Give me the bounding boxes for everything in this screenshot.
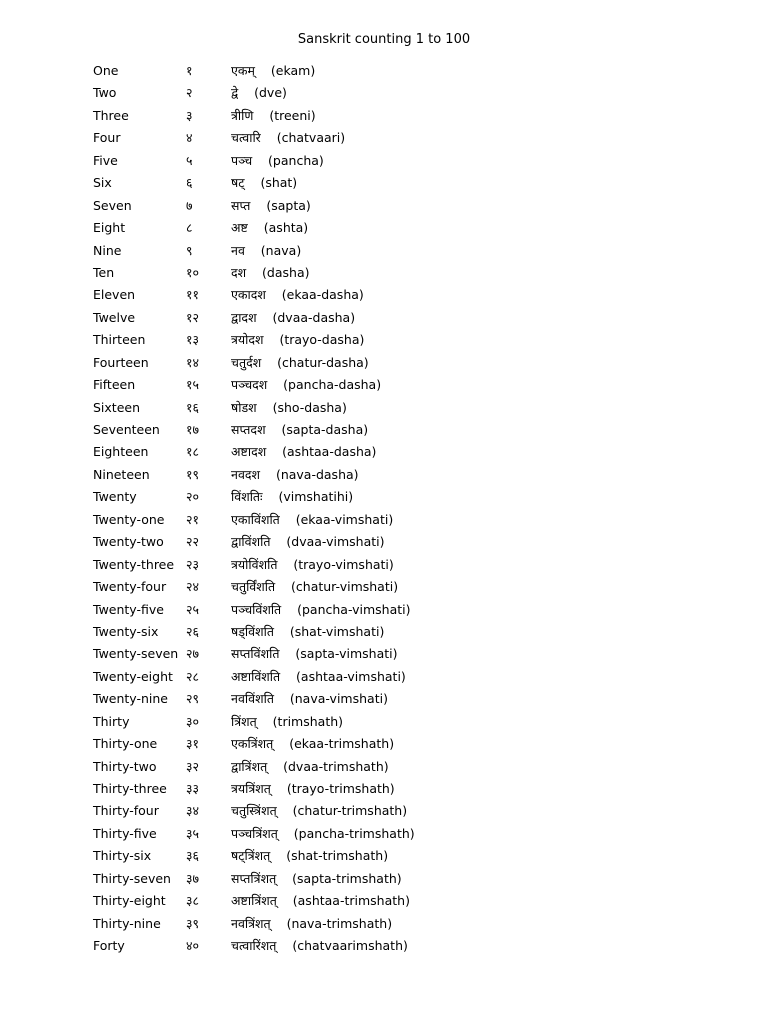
devanagari-numeral: १६ [186, 399, 200, 415]
sanskrit-word: दश [231, 264, 247, 280]
sanskrit-word: चतुर्दश [231, 354, 262, 370]
sanskrit-word: द्वात्रिंशत् [231, 758, 268, 774]
english-word: Thirty-nine [93, 915, 161, 931]
english-word: Thirty-six [93, 848, 152, 864]
english-word: Thirty-one [93, 736, 158, 752]
transliteration: (chatvaari) [276, 130, 346, 146]
number-row [0, 667, 768, 689]
number-row [0, 151, 768, 173]
english-word: Twenty [93, 489, 137, 505]
sanskrit-word: अष्टात्रिंशत् [231, 893, 277, 909]
number-row [0, 801, 768, 823]
devanagari-numeral: ८ [186, 220, 193, 236]
sanskrit-entry [231, 712, 343, 732]
sanskrit-entry [231, 869, 402, 889]
sanskrit-word: त्रयोदश [231, 332, 264, 348]
devanagari-numeral: २८ [186, 668, 200, 684]
sanskrit-word: पञ्चविंशति [231, 601, 282, 617]
devanagari-numeral: २ [186, 85, 193, 101]
sanskrit-entry [231, 555, 394, 575]
devanagari-numeral: ५ [186, 152, 193, 168]
number-row [0, 241, 768, 263]
sanskrit-entry [231, 263, 310, 283]
number-row [0, 375, 768, 397]
sanskrit-entry [231, 824, 415, 844]
english-word: Three [93, 107, 129, 123]
page-title: Sanskrit counting 1 to 100 [297, 32, 471, 47]
number-row [0, 285, 768, 307]
transliteration: (nava-trimshath) [286, 915, 393, 931]
transliteration: (ashtaa-trimshath) [292, 893, 410, 909]
transliteration: (nava) [260, 242, 302, 258]
sanskrit-word: एकादश [231, 287, 266, 303]
number-row [0, 936, 768, 958]
number-row [0, 914, 768, 936]
transliteration: (shat-trimshath) [286, 848, 389, 864]
sanskrit-word: त्रयत्रिंशत् [231, 781, 271, 796]
devanagari-numeral: ३९ [186, 915, 200, 931]
sanskrit-entry [231, 83, 287, 103]
sanskrit-entry [231, 398, 347, 418]
devanagari-numeral: १२ [186, 309, 200, 325]
transliteration: (ekaa-dasha) [281, 287, 364, 303]
english-word: Twenty-seven [93, 646, 179, 662]
number-row [0, 891, 768, 913]
devanagari-numeral: ३१ [186, 736, 200, 752]
sanskrit-entry [231, 757, 389, 777]
devanagari-numeral: २१ [186, 511, 200, 527]
transliteration: (pancha-dasha) [283, 377, 382, 393]
devanagari-numeral: ३० [186, 713, 200, 729]
sanskrit-entry [231, 106, 316, 126]
number-row [0, 487, 768, 509]
devanagari-numeral: ९ [186, 242, 193, 258]
devanagari-numeral: ३८ [186, 893, 200, 909]
number-row [0, 824, 768, 846]
sanskrit-entry [231, 128, 345, 148]
devanagari-numeral: ३५ [186, 825, 200, 841]
english-word: Twenty-one [93, 511, 165, 527]
english-word: Fifteen [93, 377, 136, 393]
english-word: Twelve [93, 309, 136, 325]
transliteration: (ashta) [263, 220, 309, 236]
english-word: Thirty-seven [93, 870, 171, 886]
devanagari-numeral: २४ [186, 579, 200, 595]
transliteration: (dasha) [262, 264, 310, 280]
transliteration: (ashtaa-dasha) [282, 444, 377, 460]
english-word: Twenty-five [93, 601, 164, 617]
sanskrit-word: एकम् [231, 63, 255, 78]
english-word: One [93, 63, 119, 78]
sanskrit-word: एकत्रिंशत् [231, 736, 274, 752]
transliteration: (sapta) [266, 197, 311, 213]
devanagari-numeral: ६ [186, 175, 193, 191]
english-word: Six [93, 175, 112, 191]
devanagari-numeral: १५ [186, 377, 200, 393]
number-row [0, 173, 768, 195]
sanskrit-word: षट् [231, 175, 245, 191]
english-word: Nineteen [93, 466, 150, 482]
devanagari-numeral: ३६ [186, 848, 200, 864]
sanskrit-word: नव [231, 242, 245, 258]
number-row [0, 83, 768, 105]
number-row [0, 465, 768, 487]
sanskrit-entry [231, 218, 308, 238]
transliteration: (sho-dasha) [272, 399, 347, 415]
devanagari-numeral: २६ [186, 623, 200, 639]
sanskrit-word: पञ्चदश [231, 377, 268, 393]
english-word: Twenty-six [93, 623, 159, 639]
sanskrit-entry [231, 846, 388, 866]
sanskrit-word: अष्ट [231, 220, 248, 236]
transliteration: (shat-vimshati) [289, 623, 385, 639]
english-word: Thirty-two [93, 758, 157, 774]
number-row [0, 600, 768, 622]
transliteration: (chatur-dasha) [277, 354, 369, 370]
english-word: Thirty [93, 713, 130, 729]
sanskrit-entry [231, 151, 324, 171]
sanskrit-entry [231, 667, 406, 687]
english-word: Nine [93, 242, 122, 258]
devanagari-numeral: २३ [186, 556, 200, 572]
transliteration: (treeni) [269, 107, 316, 123]
transliteration: (nava-vimshati) [289, 691, 388, 707]
sanskrit-word: विंशतिः [231, 489, 263, 505]
devanagari-numeral: १ [186, 63, 193, 78]
sanskrit-entry [231, 532, 385, 552]
sanskrit-word: त्रिंशत् [231, 713, 257, 729]
devanagari-numeral: २५ [186, 601, 200, 617]
sanskrit-word: पञ्चत्रिंशत् [231, 825, 278, 841]
sanskrit-word: त्रयोविंशति [231, 556, 278, 572]
number-row [0, 622, 768, 644]
sanskrit-entry [231, 622, 384, 642]
number-row [0, 577, 768, 599]
english-word: Twenty-two [93, 534, 164, 550]
english-word: Four [93, 130, 121, 146]
english-word: Five [93, 152, 118, 168]
transliteration: (pancha-trimshath) [293, 825, 415, 841]
transliteration: (trimshath) [272, 713, 344, 729]
english-word: Two [93, 85, 117, 101]
number-row [0, 196, 768, 218]
transliteration: (trayo-dasha) [279, 332, 365, 348]
transliteration: (pancha-vimshati) [297, 601, 411, 617]
transliteration: (chatur-vimshati) [291, 579, 399, 595]
sanskrit-word: चतुस्त्रिंशत् [231, 803, 277, 819]
sanskrit-word: द्वाविंशति [231, 534, 271, 550]
devanagari-numeral: १७ [186, 422, 200, 437]
english-word: Thirty-three [93, 781, 167, 796]
number-row [0, 689, 768, 711]
english-word: Seven [93, 197, 132, 213]
number-row [0, 420, 768, 442]
transliteration: (ekaa-vimshati) [295, 511, 394, 527]
devanagari-numeral: ४० [186, 938, 200, 954]
english-word: Thirty-five [93, 825, 157, 841]
transliteration: (sapta-trimshath) [292, 870, 402, 886]
english-word: Eighteen [93, 444, 149, 460]
english-word: Seventeen [93, 422, 160, 437]
transliteration: (dvaa-vimshati) [286, 534, 385, 550]
devanagari-numeral: १९ [186, 466, 200, 482]
english-word: Twenty-nine [93, 691, 168, 707]
sanskrit-word: षट्त्रिंशत् [231, 848, 271, 864]
sanskrit-entry [231, 891, 410, 911]
sanskrit-entry [231, 308, 355, 328]
number-row [0, 757, 768, 779]
devanagari-numeral: २९ [186, 691, 200, 707]
devanagari-numeral: ३४ [186, 803, 200, 819]
number-row [0, 106, 768, 128]
devanagari-numeral: २२ [186, 534, 200, 550]
sanskrit-word: पञ्च [231, 152, 253, 168]
devanagari-numeral: ११ [186, 287, 200, 303]
sanskrit-entry [231, 801, 407, 821]
sanskrit-entry [231, 61, 315, 81]
sanskrit-entry [231, 285, 364, 305]
english-word: Twenty-three [93, 556, 175, 572]
english-word: Twenty-four [93, 579, 167, 595]
english-word: Thirteen [93, 332, 146, 348]
devanagari-numeral: ३३ [186, 781, 200, 796]
number-row [0, 532, 768, 554]
sanskrit-word: चत्वारि [231, 130, 261, 146]
transliteration: (dvaa-trimshath) [283, 758, 389, 774]
english-word: Ten [93, 264, 115, 280]
number-row [0, 779, 768, 801]
sanskrit-word: नवदश [231, 466, 261, 482]
sanskrit-entry [231, 353, 369, 373]
sanskrit-entry [231, 914, 392, 934]
number-row [0, 442, 768, 464]
sanskrit-entry [231, 465, 359, 485]
sanskrit-entry [231, 442, 376, 462]
devanagari-numeral: ४ [186, 130, 193, 146]
sanskrit-entry [231, 487, 353, 507]
number-list [0, 61, 768, 959]
devanagari-numeral: १८ [186, 444, 200, 460]
number-row [0, 263, 768, 285]
sanskrit-entry [231, 600, 411, 620]
sanskrit-entry [231, 375, 381, 395]
transliteration: (dve) [254, 85, 287, 101]
number-row [0, 734, 768, 756]
transliteration: (trayo-vimshati) [293, 556, 394, 572]
transliteration: (vimshatihi) [278, 489, 354, 505]
transliteration: (shat) [260, 175, 298, 191]
devanagari-numeral: ३२ [186, 758, 200, 774]
sanskrit-entry [231, 644, 398, 664]
sanskrit-entry [231, 510, 393, 530]
sanskrit-entry [231, 779, 395, 799]
transliteration: (trayo-trimshath) [286, 781, 395, 796]
english-word: Eleven [93, 287, 136, 303]
sanskrit-word: अष्टादश [231, 444, 267, 460]
number-row [0, 398, 768, 420]
sanskrit-word: सप्तदश [231, 422, 266, 437]
english-word: Eight [93, 220, 126, 236]
sanskrit-word: सप्तत्रिंशत् [231, 870, 277, 886]
transliteration: (ashtaa-vimshati) [296, 668, 406, 684]
transliteration: (chatvaarimshath) [292, 938, 408, 954]
sanskrit-entry [231, 196, 311, 216]
sanskrit-word: चत्वारिंशत् [231, 938, 277, 954]
devanagari-numeral: ३ [186, 107, 193, 123]
devanagari-numeral: ३७ [186, 870, 200, 886]
number-row [0, 712, 768, 734]
english-word: Twenty-eight [93, 668, 173, 684]
sanskrit-word: द्वादश [231, 309, 257, 325]
transliteration: (pancha) [268, 152, 324, 168]
sanskrit-entry [231, 241, 301, 261]
number-row [0, 644, 768, 666]
english-word: Sixteen [93, 399, 141, 415]
sanskrit-word: षड्विंशति [231, 623, 274, 639]
sanskrit-entry [231, 330, 364, 350]
sanskrit-word: अष्टाविंशति [231, 668, 281, 684]
sanskrit-entry [231, 173, 297, 193]
number-row [0, 510, 768, 532]
english-word: Fourteen [93, 354, 149, 370]
devanagari-numeral: १४ [186, 354, 200, 370]
sanskrit-word: द्वे [231, 85, 239, 101]
transliteration: (ekam) [270, 63, 316, 78]
number-row [0, 869, 768, 891]
transliteration: (dvaa-dasha) [272, 309, 356, 325]
number-row [0, 61, 768, 83]
sanskrit-entry [231, 420, 368, 440]
english-word: Thirty-eight [93, 893, 166, 909]
number-row [0, 353, 768, 375]
sanskrit-word: षोडश [231, 399, 257, 415]
english-word: Forty [93, 938, 125, 954]
sanskrit-word: सप्त [231, 197, 251, 213]
english-word: Thirty-four [93, 803, 159, 819]
sanskrit-entry [231, 577, 398, 597]
number-row [0, 128, 768, 150]
devanagari-numeral: २७ [186, 646, 200, 662]
transliteration: (sapta-dasha) [281, 422, 369, 437]
number-row [0, 308, 768, 330]
transliteration: (chatur-trimshath) [292, 803, 408, 819]
sanskrit-word: सप्तविंशति [231, 646, 280, 662]
sanskrit-word: नवविंशति [231, 691, 274, 707]
sanskrit-word: त्रीणि [231, 107, 254, 123]
sanskrit-word: एकाविंशति [231, 511, 280, 527]
sanskrit-entry [231, 734, 394, 754]
number-row [0, 218, 768, 240]
transliteration: (sapta-vimshati) [295, 646, 398, 662]
transliteration: (ekaa-trimshath) [289, 736, 395, 752]
number-row [0, 846, 768, 868]
sanskrit-entry [231, 689, 388, 709]
number-row [0, 555, 768, 577]
devanagari-numeral: १० [186, 264, 200, 280]
devanagari-numeral: २० [186, 489, 200, 505]
devanagari-numeral: १३ [186, 332, 200, 348]
devanagari-numeral: ७ [186, 197, 193, 213]
transliteration: (nava-dasha) [275, 466, 359, 482]
number-row [0, 330, 768, 352]
sanskrit-word: चतुर्विंशति [231, 579, 276, 595]
sanskrit-word: नवत्रिंशत् [231, 915, 271, 931]
sanskrit-entry [231, 936, 408, 956]
